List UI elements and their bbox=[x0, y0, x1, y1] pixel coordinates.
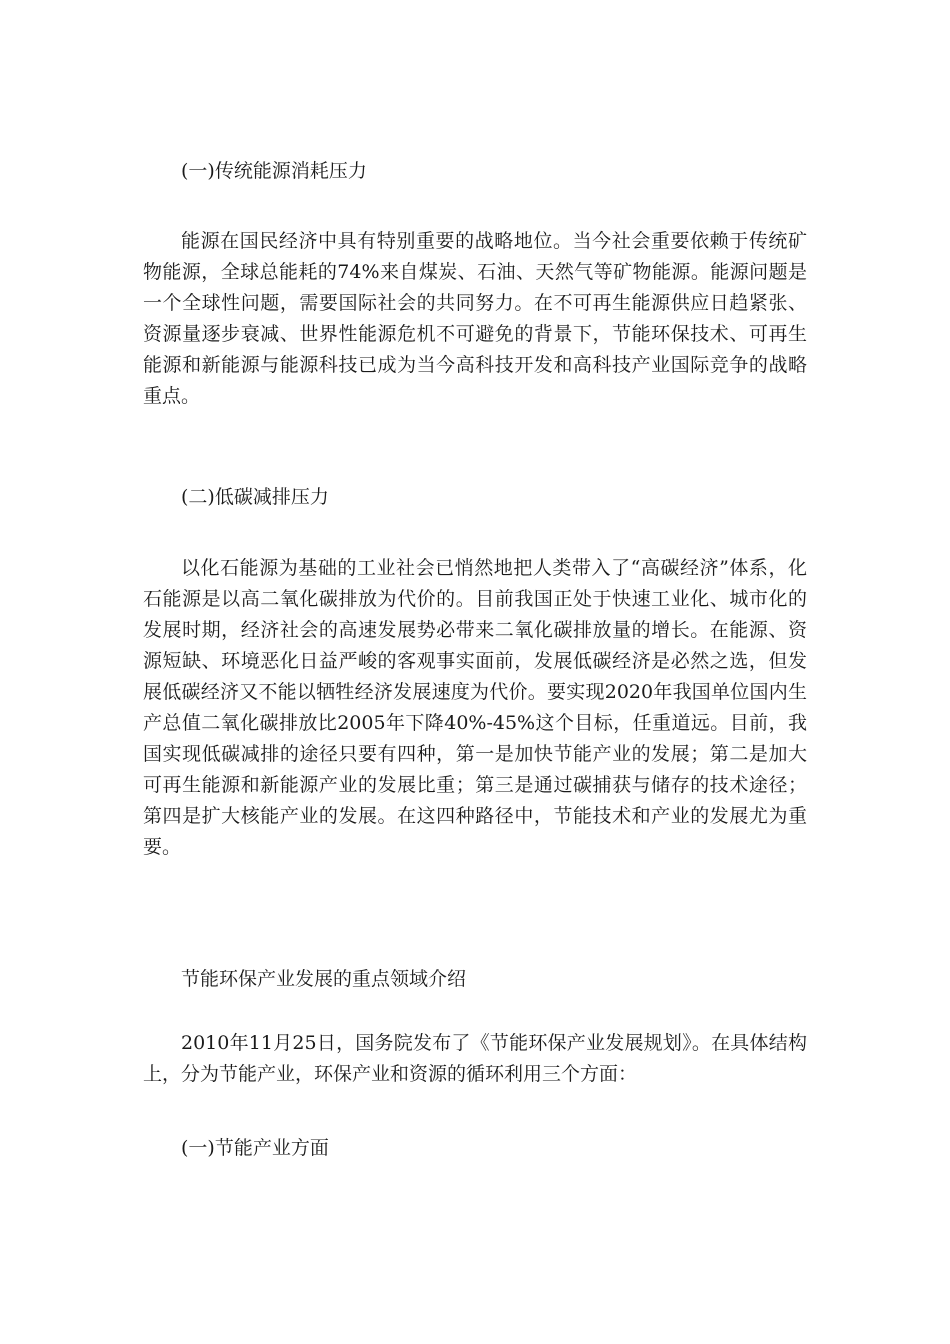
paragraph-plan-release: 2010年11月25日，国务院发布了《节能环保产业发展规划》。在具体结构上，分为节能产业，环保产业和资源的循环利用三个方面： bbox=[143, 1032, 807, 1085]
paragraph-energy-strategy: 能源在国民经济中具有特别重要的战略地位。当今社会重要依赖于传统矿物能源，全球总能耗的74%来自煤炭、石油、天然气等矿物能源。能源问题是一个全球性问题，需要国际社会的共同努力。在不可再生能源供应日趋紧张、资源量逐步衰减、世界性能源危机不可避免的背景下，节能环保技术、可再生能源和新能源与能源科技已成为当今高科技开发和高科技产业国际竞争的战略重点。 bbox=[143, 230, 807, 407]
paragraph-low-carbon: 以化石能源为基础的工业社会已悄然地把人类带入了“高碳经济”体系，化石能源是以高二氧化碳排放为代价的。目前我国正处于快速工业化、城市化的发展时期，经济社会的高速发展势必带来二氧化碳排放量的增长。在能源、资源短缺、环境恶化日益严峻的客观事实面前，发展低碳经济是必然之选，但发展低碳经济又不能以牺牲经济发展速度为代价。要实现2020年我国单位国内生产总值二氧化碳排放比2005年下降40%-45%这个目标，任重道远。目前，我国实现低碳减排的途径只要有四种，第一是加快节能产业的发展；第二是加大可再生能源和新能源产业的发展比重；第三是通过碳捕获与储存的技术途径；第四是扩大核能产业的发展。在这四种路径中，节能技术和产业的发展尤为重要。 bbox=[143, 557, 807, 858]
section-heading-key-areas: 节能环保产业发展的重点领域介绍 bbox=[181, 968, 467, 990]
section-heading-traditional-energy: (一)传统能源消耗压力 bbox=[181, 160, 367, 182]
section-heading-low-carbon: (二)低碳减排压力 bbox=[181, 486, 329, 508]
section-heading-energy-saving-industry: (一)节能产业方面 bbox=[181, 1137, 329, 1159]
